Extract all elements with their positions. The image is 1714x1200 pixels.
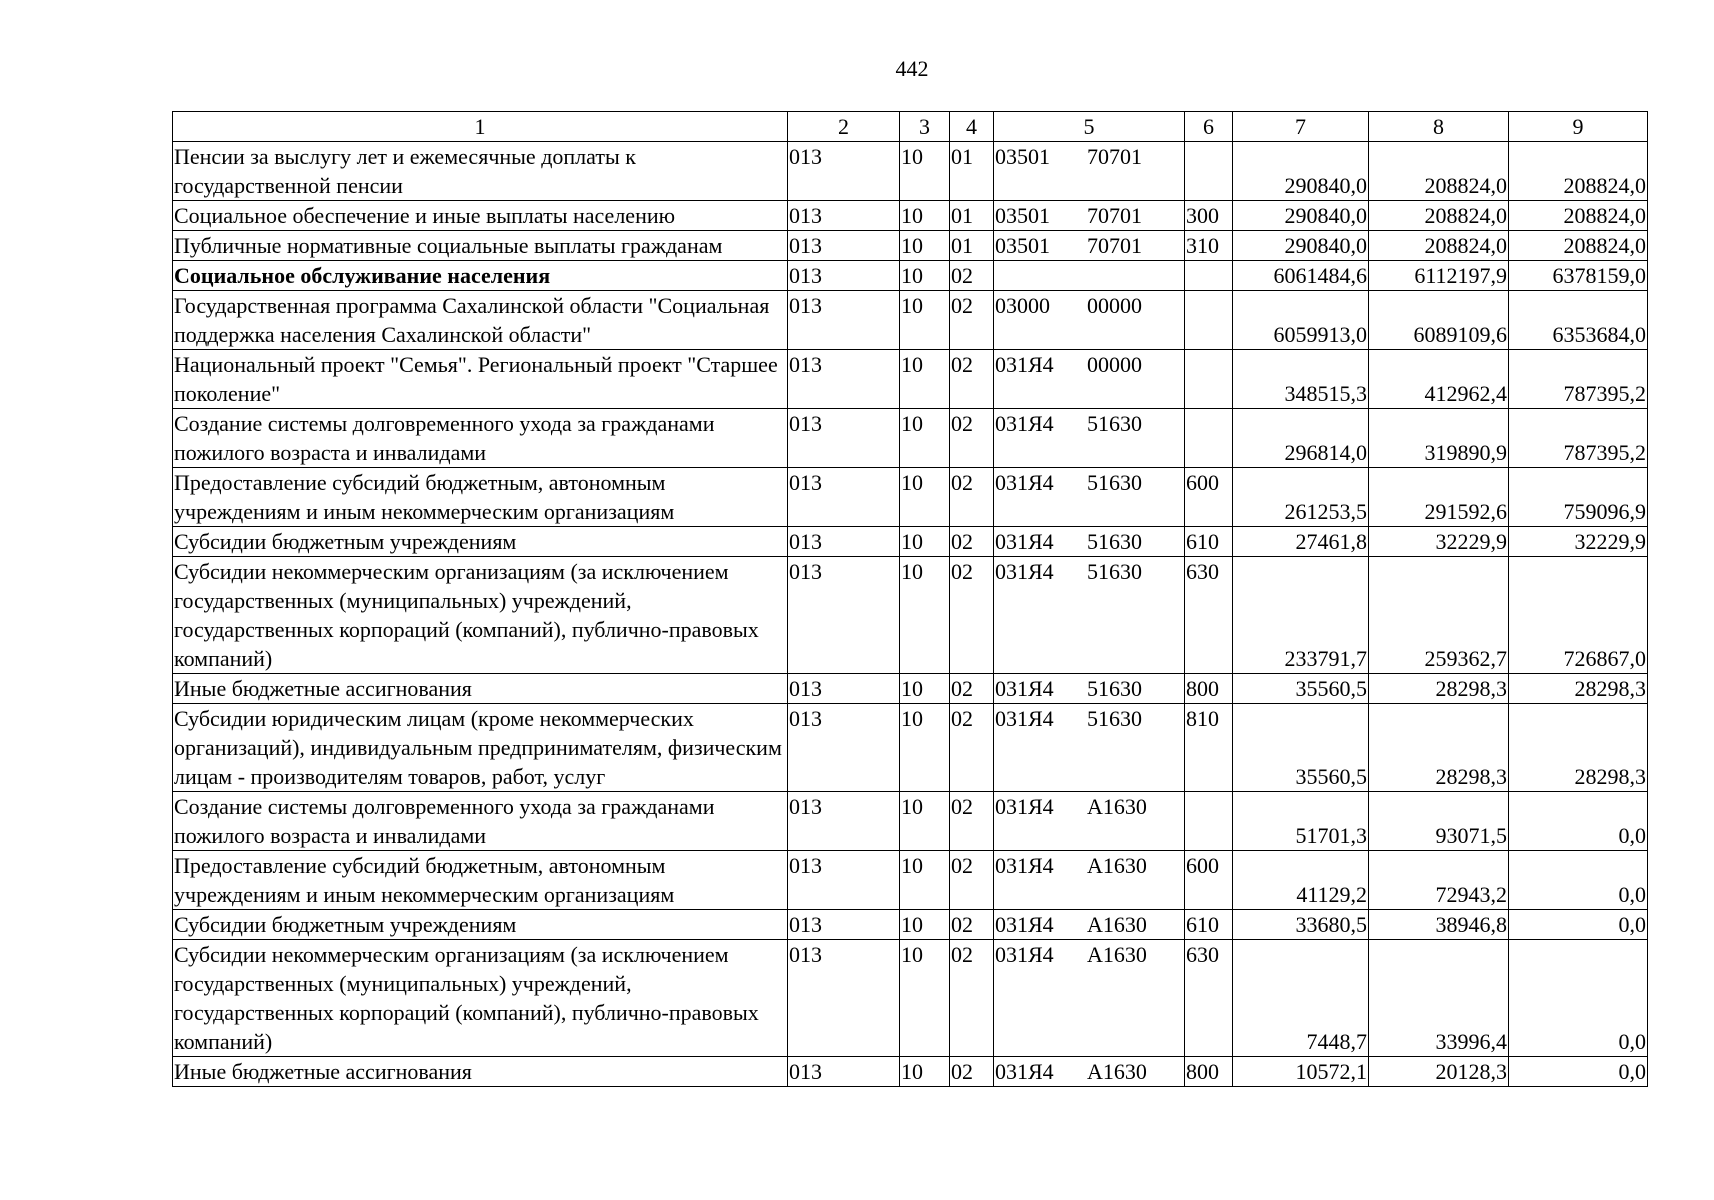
subsection-code-cell: 01 [950,231,994,261]
program-code: 03501 [995,203,1050,228]
amount-col7-cell: 10572,1 [1233,1057,1369,1087]
amount-col7-cell: 41129,2 [1233,851,1369,910]
header-cell: 6 [1185,112,1233,142]
ministry-code-cell: 013 [788,291,900,350]
row-name-cell: Национальный проект "Семья". Региональный проект "Старшее поколение" [173,350,788,409]
subsection-code-cell: 02 [950,1057,994,1087]
subsection-code-cell: 02 [950,409,994,468]
table-row [173,409,1648,468]
amount-col8-cell: 208824,0 [1369,201,1509,231]
subsection-code-cell: 02 [950,468,994,527]
target-article-cell [994,142,1185,201]
direction-code: 70701 [1087,233,1142,258]
expense-type-cell [1185,792,1233,851]
section-code-cell: 10 [900,1057,950,1087]
expense-type-cell [1185,261,1233,291]
row-name-cell: Публичные нормативные социальные выплаты гражданам [173,231,788,261]
section-code-cell: 10 [900,910,950,940]
amount-col9-cell: 208824,0 [1509,231,1648,261]
amount-col8-cell: 319890,9 [1369,409,1509,468]
target-article-cell [994,231,1185,261]
program-code: 031Я4 [995,470,1054,495]
expense-type-cell: 630 [1185,940,1233,1057]
amount-col7-cell: 35560,5 [1233,674,1369,704]
section-code-cell: 10 [900,527,950,557]
amount-col7-cell: 33680,5 [1233,910,1369,940]
amount-col8-cell: 28298,3 [1369,704,1509,792]
expense-type-cell [1185,350,1233,409]
amount-col8-cell: 291592,6 [1369,468,1509,527]
target-article-cell [994,291,1185,350]
header-cell: 9 [1509,112,1648,142]
amount-col7-cell: 290840,0 [1233,142,1369,201]
ministry-code-cell: 013 [788,231,900,261]
row-name-cell: Субсидии некоммерческим организациям (за исключением государственных (муниципальных) учреждений, государственных корпораций (компаний), публично-правовых компаний) [173,557,788,674]
ministry-code-cell: 013 [788,674,900,704]
amount-col9-cell: 0,0 [1509,940,1648,1057]
program-code: 031Я4 [995,706,1054,731]
table-row [173,704,1648,792]
header-cell: 2 [788,112,900,142]
subsection-code-cell: 02 [950,350,994,409]
table-header-row [173,112,1648,142]
section-code-cell: 10 [900,291,950,350]
row-name-cell: Субсидии бюджетным учреждениям [173,910,788,940]
subsection-code-cell: 02 [950,291,994,350]
amount-col7-cell: 261253,5 [1233,468,1369,527]
subsection-code-cell: 02 [950,674,994,704]
expense-type-cell: 810 [1185,704,1233,792]
table-row [173,261,1648,291]
row-name-cell: Создание системы долговременного ухода за гражданами пожилого возраста и инвалидами [173,409,788,468]
header-cell: 3 [900,112,950,142]
row-name-cell: Субсидии юридическим лицам (кроме некоммерческих организаций), индивидуальным предпринимателям, физическим лицам - производителям товаров, работ, услуг [173,704,788,792]
program-code: 031Я4 [995,794,1054,819]
amount-col9-cell: 28298,3 [1509,704,1648,792]
target-article-cell [994,910,1185,940]
direction-code: 70701 [1087,203,1142,228]
expense-type-cell [1185,142,1233,201]
subsection-code-cell: 01 [950,142,994,201]
table-row [173,142,1648,201]
direction-code: А1630 [1087,912,1147,937]
amount-col8-cell: 33996,4 [1369,940,1509,1057]
amount-col7-cell: 35560,5 [1233,704,1369,792]
table-row [173,557,1648,674]
target-article-cell [994,527,1185,557]
table-row [173,1057,1648,1087]
target-article-cell [994,261,1185,291]
expense-type-cell [1185,291,1233,350]
subsection-code-cell: 02 [950,261,994,291]
ministry-code-cell: 013 [788,792,900,851]
row-name-cell: Пенсии за выслугу лет и ежемесячные доплаты к государственной пенсии [173,142,788,201]
amount-col9-cell: 787395,2 [1509,409,1648,468]
amount-col7-cell: 348515,3 [1233,350,1369,409]
row-name-cell: Субсидии некоммерческим организациям (за исключением государственных (муниципальных) учреждений, государственных корпораций (компаний), публично-правовых компаний) [173,940,788,1057]
ministry-code-cell: 013 [788,940,900,1057]
ministry-code-cell: 013 [788,1057,900,1087]
target-article-cell [994,468,1185,527]
subsection-code-cell: 01 [950,201,994,231]
table-row [173,910,1648,940]
subsection-code-cell: 02 [950,704,994,792]
amount-col9-cell: 6378159,0 [1509,261,1648,291]
expense-type-cell: 610 [1185,910,1233,940]
direction-code: 51630 [1087,676,1142,701]
budget-table [172,111,1648,1087]
direction-code: 51630 [1087,411,1142,436]
direction-code: 00000 [1087,352,1142,377]
section-code-cell: 10 [900,468,950,527]
subsection-code-cell: 02 [950,527,994,557]
expense-type-cell: 800 [1185,1057,1233,1087]
section-code-cell: 10 [900,409,950,468]
direction-code: А1630 [1087,942,1147,967]
section-code-cell: 10 [900,261,950,291]
target-article-cell [994,674,1185,704]
amount-col7-cell: 296814,0 [1233,409,1369,468]
target-article-cell [994,409,1185,468]
section-code-cell: 10 [900,792,950,851]
amount-col8-cell: 259362,7 [1369,557,1509,674]
amount-col7-cell: 7448,7 [1233,940,1369,1057]
header-cell: 8 [1369,112,1509,142]
amount-col9-cell: 759096,9 [1509,468,1648,527]
row-name-cell: Предоставление субсидий бюджетным, автономным учреждениям и иным некоммерческим организациям [173,851,788,910]
section-code-cell: 10 [900,940,950,1057]
row-name-cell: Создание системы долговременного ухода за гражданами пожилого возраста и инвалидами [173,792,788,851]
amount-col8-cell: 208824,0 [1369,231,1509,261]
amount-col7-cell: 233791,7 [1233,557,1369,674]
expense-type-cell: 310 [1185,231,1233,261]
section-code-cell: 10 [900,851,950,910]
row-name-cell: Предоставление субсидий бюджетным, автономным учреждениям и иным некоммерческим организациям [173,468,788,527]
target-article-cell [994,851,1185,910]
ministry-code-cell: 013 [788,468,900,527]
subsection-code-cell: 02 [950,792,994,851]
amount-col9-cell: 28298,3 [1509,674,1648,704]
direction-code: 51630 [1087,470,1142,495]
expense-type-cell: 800 [1185,674,1233,704]
row-name-cell: Субсидии бюджетным учреждениям [173,527,788,557]
amount-col7-cell: 290840,0 [1233,231,1369,261]
section-code-cell: 10 [900,142,950,201]
ministry-code-cell: 013 [788,557,900,674]
amount-col7-cell: 290840,0 [1233,201,1369,231]
amount-col8-cell: 6089109,6 [1369,291,1509,350]
direction-code: 00000 [1087,293,1142,318]
program-code: 03000 [995,293,1050,318]
amount-col9-cell: 6353684,0 [1509,291,1648,350]
subsection-code-cell: 02 [950,557,994,674]
row-name-cell: Государственная программа Сахалинской области "Социальная поддержка населения Сахалинской области" [173,291,788,350]
amount-col8-cell: 72943,2 [1369,851,1509,910]
amount-col7-cell: 27461,8 [1233,527,1369,557]
target-article-cell [994,940,1185,1057]
row-name-cell: Иные бюджетные ассигнования [173,1057,788,1087]
program-code: 031Я4 [995,352,1054,377]
subsection-code-cell: 02 [950,910,994,940]
amount-col9-cell: 208824,0 [1509,201,1648,231]
header-cell: 1 [173,112,788,142]
header-cell: 7 [1233,112,1369,142]
subsection-code-cell: 02 [950,940,994,1057]
target-article-cell [994,557,1185,674]
direction-code: 70701 [1087,144,1142,169]
program-code: 031Я4 [995,411,1054,436]
section-code-cell: 10 [900,704,950,792]
ministry-code-cell: 013 [788,851,900,910]
table-row [173,792,1648,851]
amount-col7-cell: 6061484,6 [1233,261,1369,291]
amount-col8-cell: 412962,4 [1369,350,1509,409]
ministry-code-cell: 013 [788,409,900,468]
program-code: 031Я4 [995,676,1054,701]
direction-code: 51630 [1087,559,1142,584]
amount-col8-cell: 93071,5 [1369,792,1509,851]
table-row [173,201,1648,231]
amount-col9-cell: 0,0 [1509,792,1648,851]
expense-type-cell: 600 [1185,468,1233,527]
row-name-cell: Иные бюджетные ассигнования [173,674,788,704]
target-article-cell [994,1057,1185,1087]
expense-type-cell: 630 [1185,557,1233,674]
direction-code: 51630 [1087,529,1142,554]
program-code: 031Я4 [995,942,1054,967]
target-article-cell [994,201,1185,231]
amount-col8-cell: 32229,9 [1369,527,1509,557]
section-code-cell: 10 [900,350,950,409]
ministry-code-cell: 013 [788,527,900,557]
header-cell: 5 [994,112,1185,142]
program-code: 031Я4 [995,529,1054,554]
expense-type-cell: 300 [1185,201,1233,231]
amount-col7-cell: 6059913,0 [1233,291,1369,350]
expense-type-cell [1185,409,1233,468]
table-row [173,468,1648,527]
program-code: 031Я4 [995,559,1054,584]
program-code: 03501 [995,233,1050,258]
section-code-cell: 10 [900,557,950,674]
amount-col9-cell: 0,0 [1509,1057,1648,1087]
amount-col8-cell: 20128,3 [1369,1057,1509,1087]
target-article-cell [994,704,1185,792]
amount-col9-cell: 726867,0 [1509,557,1648,674]
section-code-cell: 10 [900,674,950,704]
direction-code: А1630 [1087,853,1147,878]
page-number: 442 [895,56,929,81]
table-row [173,350,1648,409]
amount-col8-cell: 6112197,9 [1369,261,1509,291]
ministry-code-cell: 013 [788,704,900,792]
direction-code: А1630 [1087,1059,1147,1084]
program-code: 031Я4 [995,912,1054,937]
amount-col7-cell: 51701,3 [1233,792,1369,851]
expense-type-cell: 600 [1185,851,1233,910]
table-row [173,940,1648,1057]
ministry-code-cell: 013 [788,261,900,291]
direction-code: 51630 [1087,706,1142,731]
header-cell: 4 [950,112,994,142]
target-article-cell [994,350,1185,409]
amount-col8-cell: 38946,8 [1369,910,1509,940]
program-code: 031Я4 [995,1059,1054,1084]
program-code: 031Я4 [995,853,1054,878]
table-row [173,851,1648,910]
ministry-code-cell: 013 [788,910,900,940]
subsection-code-cell: 02 [950,851,994,910]
table-row [173,291,1648,350]
amount-col9-cell: 208824,0 [1509,142,1648,201]
expense-type-cell: 610 [1185,527,1233,557]
target-article-cell [994,792,1185,851]
row-name-cell: Социальное обеспечение и иные выплаты населению [173,201,788,231]
amount-col9-cell: 32229,9 [1509,527,1648,557]
ministry-code-cell: 013 [788,201,900,231]
table-row [173,527,1648,557]
program-code: 03501 [995,144,1050,169]
amount-col8-cell: 208824,0 [1369,142,1509,201]
section-code-cell: 10 [900,231,950,261]
section-code-cell: 10 [900,201,950,231]
amount-col9-cell: 787395,2 [1509,350,1648,409]
table-row [173,231,1648,261]
amount-col9-cell: 0,0 [1509,851,1648,910]
row-name-cell: Социальное обслуживание населения [173,261,788,291]
direction-code: А1630 [1087,794,1147,819]
ministry-code-cell: 013 [788,142,900,201]
table-row [173,674,1648,704]
amount-col8-cell: 28298,3 [1369,674,1509,704]
amount-col9-cell: 0,0 [1509,910,1648,940]
ministry-code-cell: 013 [788,350,900,409]
